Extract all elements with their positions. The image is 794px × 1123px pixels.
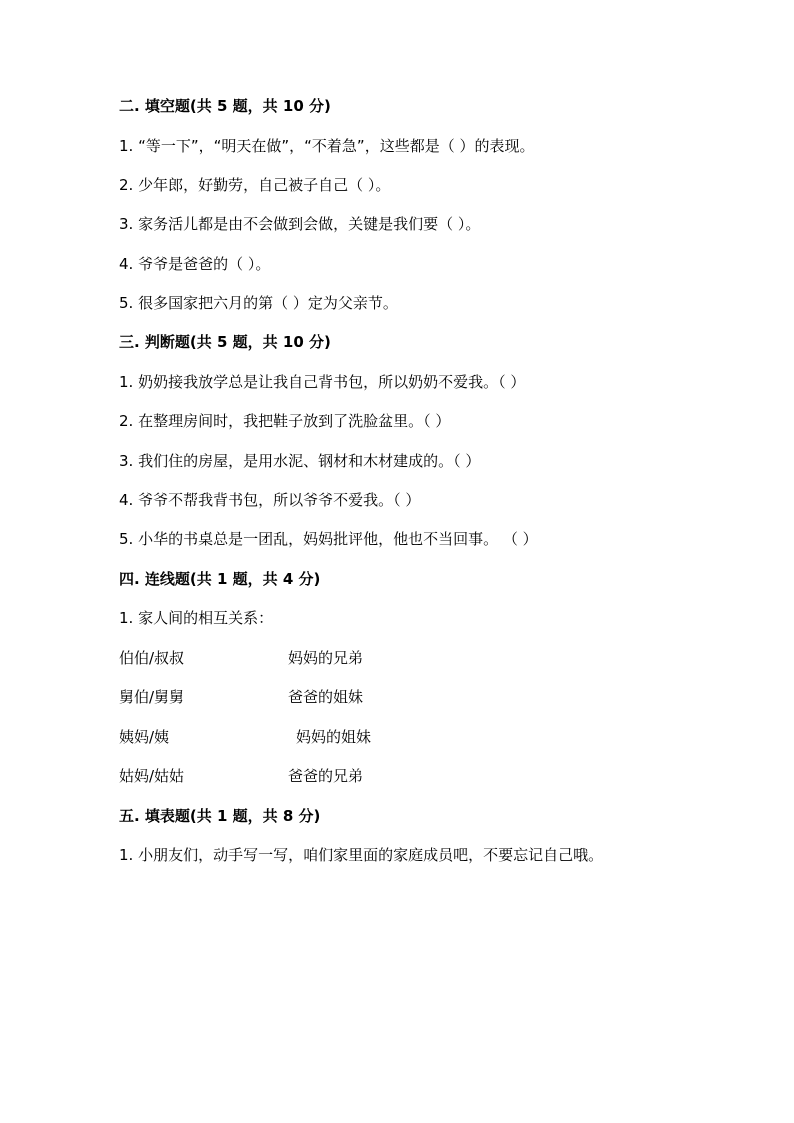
- true-false-question-1: 1. 奶奶接我放学总是让我自己背书包，所以奶奶不爱我。（ ）: [119, 373, 526, 391]
- matching-left-item: 舅伯/舅舅: [119, 688, 185, 706]
- matching-right-item: 爸爸的兄弟: [288, 767, 364, 785]
- fill-blank-question-3: 3. 家务活儿都是由不会做到会做，关键是我们要（ ）。: [119, 215, 481, 233]
- matching-question: 1. 家人间的相互关系：: [119, 609, 274, 627]
- matching-right-item: 妈妈的兄弟: [288, 649, 364, 667]
- matching-left-item: 姑妈/姑姑: [119, 767, 185, 785]
- true-false-question-4: 4. 爷爷不帮我背书包，所以爷爷不爱我。（ ）: [119, 491, 421, 509]
- section-heading-matching: 四. 连线题(共 1 题，共 4 分): [119, 570, 321, 588]
- fill-blank-question-1: 1. “等一下”，“明天在做”，“不着急”，这些都是（ ）的表现。: [119, 137, 535, 155]
- fill-blank-question-4: 4. 爷爷是爸爸的（ ）。: [119, 255, 271, 273]
- section-heading-fill-blank: 二. 填空题(共 5 题，共 10 分): [119, 97, 331, 115]
- table-fill-question: 1. 小朋友们，动手写一写，咱们家里面的家庭成员吧，不要忘记自己哦。: [119, 846, 604, 864]
- matching-right-item: 妈妈的姐妹: [296, 728, 372, 746]
- matching-left-item: 姨妈/姨: [119, 728, 170, 746]
- matching-right-item: 爸爸的姐妹: [288, 688, 364, 706]
- true-false-question-5: 5. 小华的书桌总是一团乱，妈妈批评他，他也不当回事。 （ ）: [119, 530, 538, 548]
- section-heading-table-fill: 五. 填表题(共 1 题，共 8 分): [119, 807, 321, 825]
- true-false-question-2: 2. 在整理房间时，我把鞋子放到了洗脸盆里。（ ）: [119, 412, 451, 430]
- fill-blank-question-5: 5. 很多国家把六月的第（ ）定为父亲节。: [119, 294, 398, 312]
- matching-left-item: 伯伯/叔叔: [119, 649, 185, 667]
- fill-blank-question-2: 2. 少年郎，好勤劳，自己被子自己（ ）。: [119, 176, 391, 194]
- section-heading-true-false: 三. 判断题(共 5 题，共 10 分): [119, 333, 331, 351]
- true-false-question-3: 3. 我们住的房屋，是用水泥、钢材和木材建成的。（ ）: [119, 452, 481, 470]
